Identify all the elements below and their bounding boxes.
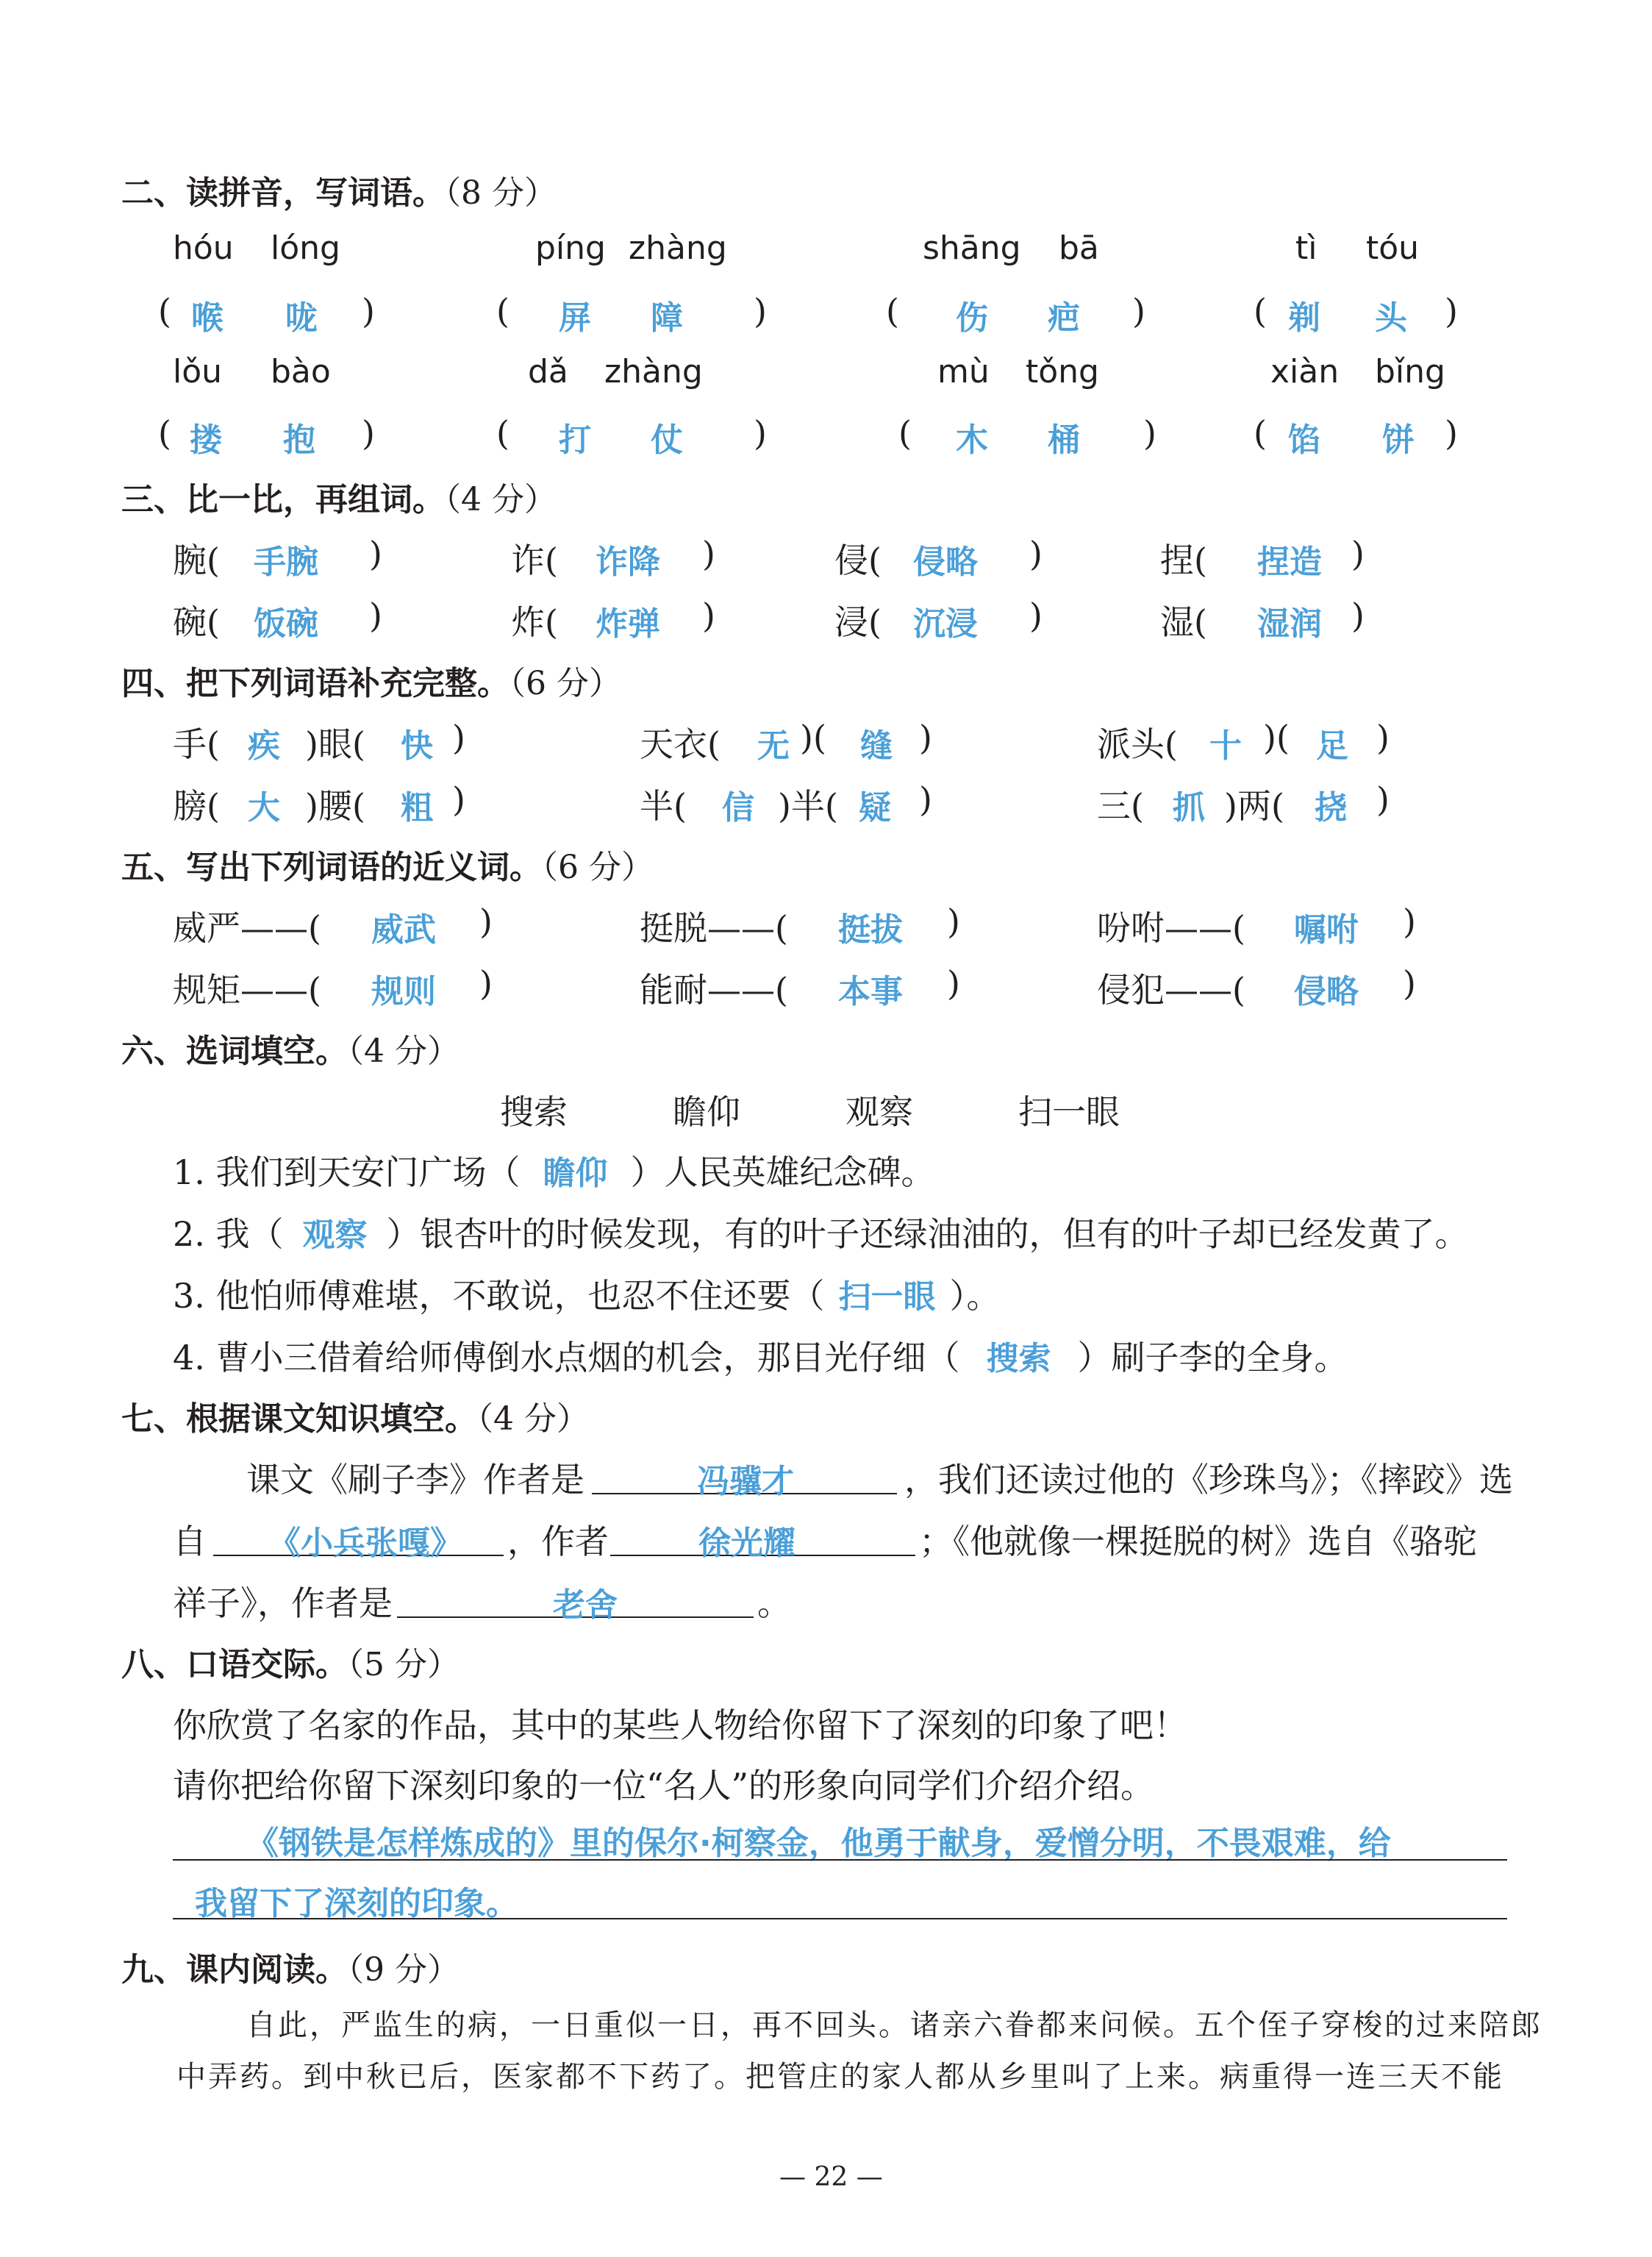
answer: 抓: [1173, 789, 1205, 827]
answer: 无: [757, 727, 790, 765]
pinyin: zhàng: [629, 229, 727, 267]
section-7-title: 七、根据课文知识填空。（4 分）: [121, 1400, 589, 1438]
pinyin: mù: [937, 353, 990, 391]
paren-open: (: [496, 291, 509, 331]
paren-close: ): [947, 963, 960, 1003]
paren-open: (: [158, 291, 171, 331]
paren-close: ): [1132, 291, 1145, 331]
idiom-part: 三(: [1097, 786, 1144, 826]
answer: 徐光耀: [698, 1525, 795, 1562]
section-2-title: 二、读拼音，写词语。（8 分）: [121, 174, 557, 212]
paren-close: ): [362, 291, 375, 331]
pinyin: tǒng: [1026, 353, 1099, 391]
answer: 打: [559, 421, 591, 459]
paren-close: ): [919, 780, 932, 819]
idiom-part: 膀(: [173, 786, 220, 826]
answer: 足: [1316, 727, 1348, 765]
word-choice: 搜索: [500, 1092, 568, 1132]
answer: 冯骥才: [697, 1463, 794, 1500]
passage-line: 自此，严监生的病，一日重似一日，再不回头。诸亲六眷都来问候。五个侄子穿梭的过来陪郎: [246, 2008, 1542, 2042]
section-4-title: 四、把下列词语补充完整。（6 分）: [121, 665, 621, 702]
word-choice: 扫一眼: [1018, 1092, 1120, 1132]
idiom-part: 半(: [640, 786, 687, 826]
paren-open: (: [1254, 291, 1267, 331]
paren-close: ): [919, 718, 932, 757]
answer-line: 我留下了深刻的印象。: [195, 1885, 518, 1922]
answer: 伤: [956, 299, 988, 337]
answer: 观察: [302, 1216, 368, 1254]
answer: 障: [651, 299, 683, 337]
answer: 抱: [283, 421, 315, 459]
answer: 仗: [651, 421, 683, 459]
answer: 规则: [371, 973, 436, 1010]
answer: 《小兵张嘎》: [268, 1525, 462, 1562]
answer: 疑: [859, 789, 891, 827]
paren-close: ): [452, 780, 465, 819]
fill-text: 。: [757, 1583, 791, 1623]
section-5-title: 五、写出下列词语的近义词。（6 分）: [121, 849, 654, 886]
answer: 疾: [248, 727, 280, 765]
writing-line: [173, 1859, 1507, 1861]
char: 碗(: [173, 602, 220, 642]
char: 湿(: [1160, 602, 1207, 642]
word-choice: 瞻仰: [673, 1092, 740, 1132]
paren-close: ): [1376, 718, 1390, 757]
paren-open: (: [1254, 413, 1267, 453]
passage-line: 中弄药。到中秋已后，医家都不下药了。把管庄的家人都从乡里叫了上来。病重得一连三天不能: [176, 2060, 1504, 2094]
answer: 捏造: [1257, 543, 1322, 581]
question-line: 3. 他怕师傅难堪，不敢说，也忍不住还要（ 扫一眼 ）。: [173, 1269, 1001, 1318]
answer: 粗: [401, 789, 433, 827]
paren-close: ): [947, 902, 960, 941]
answer: 威武: [371, 911, 436, 949]
pinyin: bào: [271, 353, 331, 391]
section-8-title: 八、口语交际。（5 分）: [121, 1646, 460, 1683]
char: 侵(: [834, 541, 882, 580]
paren-open: (: [898, 413, 912, 453]
section-3-title: 三、比一比，再组词。（4 分）: [121, 481, 557, 518]
pinyin: bǐng: [1375, 353, 1445, 391]
paren-open: (: [158, 413, 171, 453]
paren-close: ): [1445, 413, 1458, 453]
answer: 桶: [1048, 421, 1080, 459]
answer: 喉: [191, 299, 224, 337]
pinyin: píng: [535, 229, 606, 267]
pinyin: tóu: [1366, 229, 1420, 267]
pinyin: dǎ: [528, 353, 568, 391]
question-line: 4. 曹小三借着给师傅倒水点烟的机会，那目光仔细（ 搜索 ）刷子李的全身。: [173, 1331, 1348, 1380]
pinyin: bā: [1059, 229, 1099, 267]
answer: 饼: [1382, 421, 1415, 459]
answer: 头: [1375, 299, 1407, 337]
fill-text: 祥子》，作者是: [173, 1583, 393, 1623]
idiom-part: )眼(: [305, 724, 365, 764]
answer: 侵略: [913, 543, 978, 581]
paren-close: ): [1029, 596, 1043, 635]
answer: 挠: [1315, 789, 1347, 827]
question-line: 2. 我（ 观察 ）银杏叶的时候发现，有的叶子还绿油油的，但有的叶子却已经发黄了。: [173, 1208, 1469, 1256]
paren-close: ): [1351, 534, 1365, 574]
answer: 饭碗: [254, 605, 318, 643]
paren-close: ): [754, 291, 767, 331]
char: 捏(: [1160, 541, 1207, 580]
answer: 挺拔: [838, 911, 903, 949]
paren-close: ): [479, 963, 493, 1003]
question-line: 1. 我们到天安门广场（ 瞻仰 ）人民英雄纪念碑。: [173, 1146, 935, 1194]
paren-close: ): [452, 718, 465, 757]
idiom-part: 天衣(: [640, 724, 720, 764]
char: 诈(: [511, 541, 558, 580]
char: 炸(: [511, 602, 558, 642]
paren-close: ): [1351, 596, 1365, 635]
paren-close: ): [702, 534, 715, 574]
fill-text: ，作者: [507, 1522, 609, 1561]
idiom-part: )两(: [1224, 786, 1284, 826]
idiom-part: )半(: [778, 786, 838, 826]
answer: 信: [722, 789, 754, 827]
fill-text: 自: [173, 1522, 207, 1561]
writing-line: [173, 1918, 1507, 1919]
answer: 沉浸: [913, 605, 978, 643]
pinyin: zhàng: [604, 353, 703, 391]
paren-close: ): [479, 902, 493, 941]
paren-close: ): [369, 534, 382, 574]
pinyin: tì: [1295, 229, 1317, 267]
paren-close: ): [369, 596, 382, 635]
answer: 本事: [838, 973, 903, 1010]
paren-close: ): [1403, 902, 1416, 941]
word: 侵犯——(: [1097, 970, 1245, 1010]
char: 浸(: [834, 602, 882, 642]
answer: 快: [401, 727, 433, 765]
paren-close: ): [362, 413, 375, 453]
fill-text: 课文《刷子李》作者是: [246, 1460, 584, 1500]
answer-line: 《钢铁是怎样炼成的》里的保尔·柯察金，他勇于献身，爱憎分明，不畏艰难，给: [246, 1825, 1391, 1862]
prompt-text: 请你把给你留下深刻印象的一位“名人”的形象向同学们介绍介绍。: [173, 1766, 1155, 1805]
section-6-title: 六、选词填空。（4 分）: [121, 1033, 460, 1070]
word: 挺脱——(: [640, 908, 788, 948]
paren-close: ): [702, 596, 715, 635]
answer: 搂: [190, 421, 222, 459]
answer: 诈降: [596, 543, 660, 581]
word: 规矩——(: [173, 970, 321, 1010]
prompt-text: 你欣赏了名家的作品，其中的某些人物给你留下了深刻的印象了吧！: [173, 1705, 1187, 1745]
answer: 搜索: [986, 1340, 1051, 1377]
idiom-part: 手(: [173, 724, 220, 764]
answer: 侵略: [1294, 973, 1359, 1010]
fill-text: ；《他就像一棵挺脱的树》选自《骆驼: [919, 1522, 1477, 1561]
answer: 手腕: [254, 543, 318, 581]
pinyin: lóng: [271, 229, 340, 267]
idiom-part: )(: [800, 718, 826, 757]
answer: 扫一眼: [838, 1278, 936, 1316]
answer: 剃: [1288, 299, 1320, 337]
pinyin: lǒu: [173, 353, 223, 391]
pinyin: shāng: [923, 229, 1021, 267]
paren-close: ): [1403, 963, 1416, 1003]
paren-open: (: [886, 291, 899, 331]
char: 腕(: [173, 541, 220, 580]
idiom-part: )(: [1263, 718, 1290, 757]
paren-close: ): [1143, 413, 1156, 453]
pinyin: hóu: [173, 229, 234, 267]
answer: 木: [956, 421, 988, 459]
page-number: — 22 —: [779, 2162, 883, 2192]
answer: 咙: [285, 299, 318, 337]
paren-close: ): [1445, 291, 1458, 331]
paren-close: ): [1029, 534, 1043, 574]
answer: 馅: [1288, 421, 1320, 459]
word-choice: 观察: [845, 1092, 913, 1132]
answer: 屏: [559, 299, 591, 337]
section-9-title: 九、课内阅读。（9 分）: [121, 1951, 460, 1989]
answer: 嘱咐: [1294, 911, 1359, 949]
paren-open: (: [496, 413, 509, 453]
fill-text: ，我们还读过他的《珍珠鸟》；《摔跤》选: [904, 1460, 1513, 1500]
answer: 大: [248, 789, 280, 827]
answer: 老舍: [553, 1586, 618, 1624]
word: 吩咐——(: [1097, 908, 1245, 948]
answer: 疤: [1048, 299, 1080, 337]
word: 能耐——(: [640, 970, 788, 1010]
word: 威严——(: [173, 908, 321, 948]
pinyin: xiàn: [1270, 353, 1340, 391]
answer: 炸弹: [596, 605, 660, 643]
idiom-part: 派头(: [1097, 724, 1178, 764]
answer: 瞻仰: [543, 1155, 608, 1192]
answer: 缝: [860, 727, 893, 765]
paren-close: ): [754, 413, 767, 453]
answer: 湿润: [1257, 605, 1322, 643]
answer: 十: [1209, 727, 1242, 765]
paren-close: ): [1376, 780, 1390, 819]
idiom-part: )腰(: [305, 786, 365, 826]
